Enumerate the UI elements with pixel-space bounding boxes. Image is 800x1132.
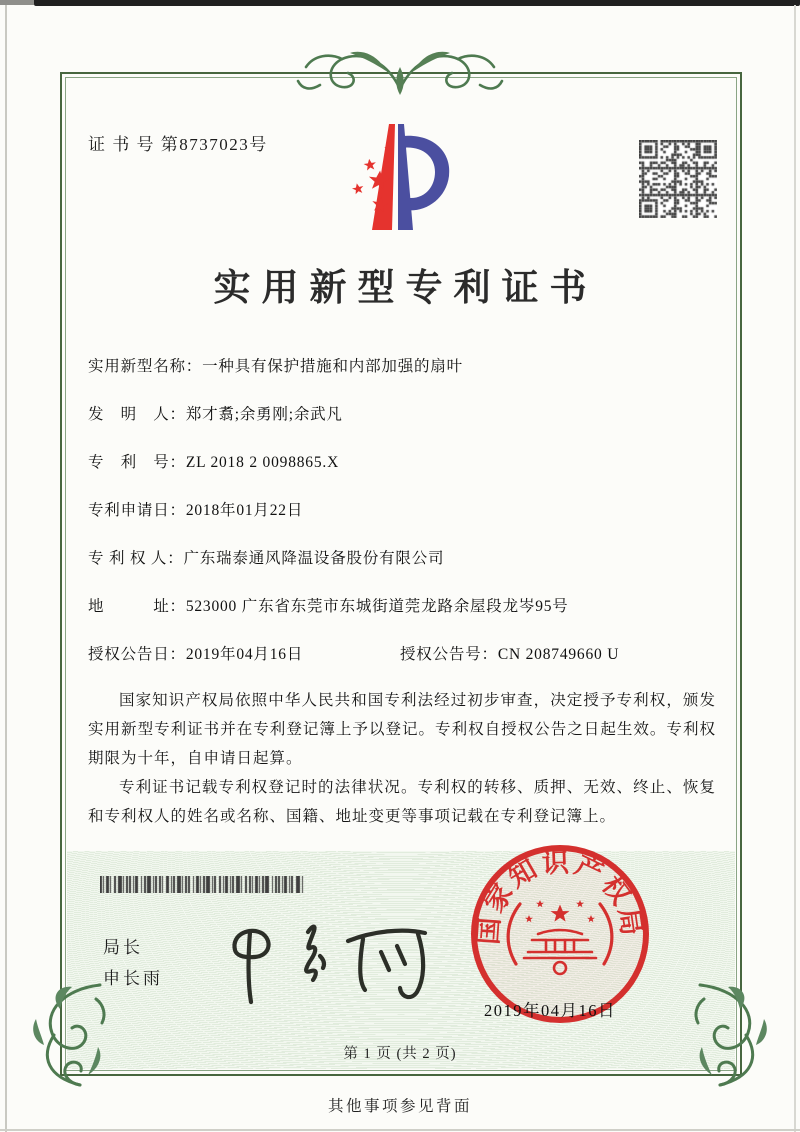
field-row-utility-model-name <box>88 354 463 376</box>
certificate-number: 证 书 号 第8737023号 <box>88 135 268 154</box>
field-label: 专利申请日： <box>88 502 186 519</box>
legal-text <box>88 686 716 831</box>
bottom-right-flourish-ornament-icon <box>690 979 774 1092</box>
grant-number-value: CN 208749660 U <box>497 646 620 663</box>
cnipa-logo-icon <box>336 120 460 234</box>
paper-edge-left <box>5 5 7 1132</box>
field-value: ZL 2018 2 0098865.X <box>185 454 340 471</box>
field-value: 523000 广东省东莞市东城街道莞龙路余屋段龙岑95号 <box>185 598 569 615</box>
paper-edge-bottom <box>0 1129 800 1131</box>
certificate-title: 实用新型专利证书 <box>213 268 598 309</box>
page-number: 第 1 页 (共 2 页) <box>343 1046 457 1062</box>
grant-number-label: 授权公告号： <box>400 646 498 663</box>
director-signature <box>213 884 438 1009</box>
top-flourish-ornament-icon <box>290 45 510 100</box>
back-side-note: 其他事项参见背面 <box>327 1098 472 1115</box>
field-row-filing-date <box>88 498 303 520</box>
officer-name: 申长雨 <box>103 969 163 988</box>
field-value: 2018年01月22日 <box>185 502 304 519</box>
field-row-patentee <box>88 546 444 568</box>
legal-paragraph-2: 专利证书记载专利权登记时的法律状况。专利权的转移、质押、无效、终止、恢复和专利权人的姓名或名称、国籍、地址变更等事项记载在专利登记簿上。 <box>88 779 716 825</box>
field-label: 专 利 权 人： <box>88 550 184 567</box>
grant-number <box>400 642 619 664</box>
field-label: 地 址： <box>88 598 186 615</box>
field-label: 实用新型名称： <box>88 358 203 375</box>
scan-edge-top <box>34 0 800 6</box>
paper-edge-right <box>794 5 796 1132</box>
field-label: 专 利 号： <box>88 454 186 471</box>
field-value: 郑才翥;余勇刚;余武凡 <box>185 406 343 423</box>
field-row-patent-number <box>88 450 339 472</box>
field-row-grant <box>88 642 716 664</box>
field-value: 广东瑞泰通风降温设备股份有限公司 <box>183 550 445 567</box>
grant-date-label: 授权公告日： <box>88 646 186 663</box>
field-row-address <box>88 594 569 616</box>
grant-date-value: 2019年04月16日 <box>185 646 304 663</box>
field-value: 一种具有保护措施和内部加强的扇叶 <box>202 358 463 375</box>
legal-paragraph-1: 国家知识产权局依照中华人民共和国专利法经过初步审查，决定授予专利权，颁发实用新型专利证书并在专利登记簿上予以登记。专利权自授权公告之日起生效。专利权期限为十年，自申请日起算。 <box>88 692 716 767</box>
seal-ring-text: 国家知识产权局 <box>473 847 648 946</box>
qr-code <box>639 140 717 218</box>
bottom-left-flourish-ornament-icon <box>26 979 110 1092</box>
seal-date: 2019年04月16日 <box>484 1001 616 1020</box>
field-label: 发 明 人： <box>88 406 186 423</box>
field-row-inventors <box>88 402 343 424</box>
officer-title: 局长 <box>103 938 143 957</box>
